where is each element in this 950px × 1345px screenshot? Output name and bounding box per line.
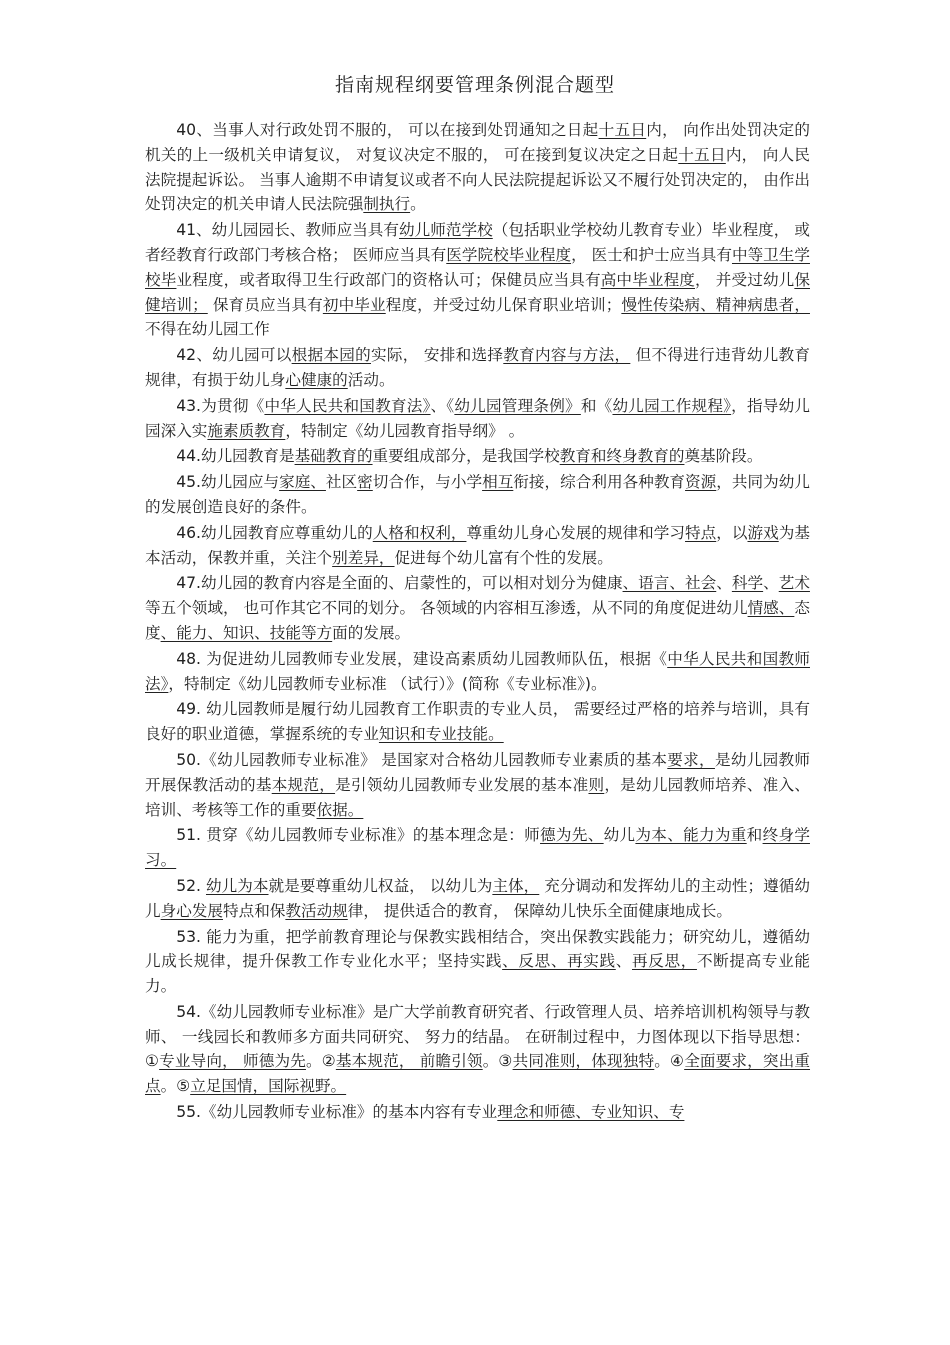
paragraph-text: 42、幼儿园可以 [176, 346, 292, 365]
paragraph-text: 、 [763, 574, 779, 593]
paragraph-text: 。⑤ [160, 1077, 191, 1096]
answer-underlined-text: 特点 [685, 523, 717, 542]
answer-underlined-text: 依据。 [316, 800, 364, 819]
question-paragraph [145, 925, 810, 999]
paragraph-text: 充分调动和发挥幼儿的主动性；遵循幼儿 [145, 876, 810, 920]
question-paragraph [145, 874, 810, 924]
paragraph-text: 50.《幼儿园教师专业标准》 是国家对合格幼儿园教师专业素质的基本 [176, 750, 668, 769]
answer-underlined-text: 制执行 [363, 195, 411, 214]
paragraph-text: 52. [176, 876, 206, 895]
answer-underlined-text: 本规范， [271, 775, 336, 794]
paragraph-text: 43.为贯彻《 [176, 396, 265, 415]
answer-underlined-text: 十五日 [678, 145, 726, 164]
paragraph-text: 53. 能力为重，把学前教育理论与保教实践相结合，突出保教实践能力；研究幼儿，遵循幼儿成长规律，提升保教工作专业化水平；坚持实践 [145, 927, 810, 971]
question-paragraph [145, 571, 810, 645]
answer-underlined-text: 十五日 [598, 121, 647, 139]
answer-underlined-text: 基础教育的 [294, 447, 373, 466]
paragraph-text: 54.《幼儿园教师专业标准》是广大学前教育研究者、行政管理人员、培养培训机构领导与教师、 一线园长和教师多方面共同研究、 努力的结晶。 在研制过程中，力图体现以下指导思想： ① [145, 1002, 810, 1071]
answer-underlined-text: 幼儿园工作规程》 [612, 396, 732, 415]
paragraph-text: ， 医士和护士应当具有 [571, 245, 732, 264]
answer-underlined-text: 则 [588, 775, 605, 794]
answer-underlined-text: 家庭、 [279, 473, 326, 492]
paragraph-text: 促进每个幼儿富有个性的发展。 [394, 548, 613, 567]
answer-underlined-text: 人格和权利， [372, 523, 467, 542]
paragraph-text: 、 [716, 574, 732, 593]
paragraph-text: ，以 [716, 523, 748, 542]
paragraph-text: 面的发展。 [332, 623, 411, 642]
paragraph-text: 40、当事人对行政处罚不服的， 可以在接到处罚通知之日起 [176, 121, 599, 139]
paragraph-text: ，指导幼儿园深入实 [145, 396, 810, 440]
answer-underlined-text: 教育和终身教育的 [559, 447, 685, 466]
answer-underlined-text: 社会 [685, 574, 717, 593]
answer-underlined-text: 中华人民共和国教师法》 [145, 649, 810, 693]
paragraph-text: 48. 为促进幼儿园教师专业发展，建设高素质幼儿园教师队伍，根据《 [176, 649, 668, 668]
paragraph-text: 、《 [430, 396, 455, 415]
question-paragraph [145, 444, 810, 469]
question-paragraph [145, 394, 810, 444]
answer-underlined-text: 密 [357, 473, 373, 492]
answer-underlined-text: 德为先、 [540, 826, 604, 845]
question-paragraph [145, 118, 810, 217]
question-paragraph [145, 343, 810, 393]
paragraph-text: 律， 提供适合的教育， 保障幼儿快乐全面健康地成长。 [347, 901, 732, 920]
paragraph-text: 44.幼儿园教育是 [176, 447, 295, 466]
answer-underlined-text: 主体， [492, 876, 540, 895]
question-paragraph [145, 647, 810, 697]
answer-underlined-text: 心健康的 [285, 370, 348, 389]
paragraph-text: 。③ [482, 1052, 513, 1071]
question-paragraph [145, 1000, 810, 1099]
question-paragraph [145, 218, 810, 342]
answer-underlined-text: 慢性传染病、精神病患者， [621, 295, 810, 314]
answer-underlined-text: 游戏 [747, 523, 779, 542]
paragraph-text: 55.《幼儿园教师专业标准》的基本内容有专业 [176, 1103, 498, 1122]
paragraph-text: 特点和保 [223, 901, 286, 920]
answer-underlined-text: 资源 [685, 473, 717, 492]
paragraph-text: 51. 贯穿《幼儿园教师专业标准》的基本理念是：师 [176, 826, 541, 845]
page-title: 指南规程纲要管理条例混合题型 [334, 74, 615, 96]
paragraph-text: 47.幼儿园的教育内容是全面的、启蒙性的，可以相对划分为健康 [176, 574, 623, 593]
answer-underlined-text: 理念和师德、专业知识、专 [497, 1103, 685, 1122]
paragraph-text: 重要组成部分，是我国学校 [372, 447, 560, 466]
answer-underlined-text: 幼儿园管理条例》 [454, 396, 581, 415]
answer-underlined-text: 知识和专业技能。 [378, 725, 504, 744]
question-paragraph [145, 1100, 810, 1125]
paragraph-text: ，共同为幼儿的发展创造良好的条件。 [145, 473, 810, 516]
answer-underlined-text: 教活动规 [285, 901, 348, 920]
paragraph-text: 程度，并受过幼儿保育职业培训； [385, 295, 622, 314]
answer-underlined-text: 、能力、知识、技能等方 [160, 623, 333, 642]
answer-underlined-text: 中等卫生学校毕 [145, 245, 810, 289]
answer-underlined-text: 再实践 [567, 952, 616, 971]
paragraph-text: 幼儿 [603, 826, 636, 845]
answer-underlined-text: 高中毕业程度 [600, 270, 696, 289]
question-paragraph [145, 521, 810, 571]
paragraph-text: ， 并受过幼儿 [695, 270, 795, 289]
answer-underlined-text: 中华人民共和国教育法》 [264, 396, 431, 415]
answer-underlined-text: 再反思， [632, 952, 697, 971]
paragraph-text: 。 [410, 195, 426, 214]
paragraph-text: 保育员应当具有 [207, 295, 323, 314]
document-body [145, 118, 810, 1125]
paragraph-text: 社区 [325, 473, 358, 492]
paragraph-text: 46.幼儿园教育应尊重幼儿的 [176, 523, 373, 542]
paragraph-text: 45.幼儿园应与 [176, 473, 280, 492]
question-paragraph [145, 823, 810, 873]
answer-underlined-text: 幼儿为本 [205, 876, 269, 895]
paragraph-text: 尊重幼儿身心发展的规律和学习 [466, 523, 686, 542]
paragraph-text: 、 [615, 952, 632, 971]
paragraph-text: 内， 向作出处罚决定的机关的上一级机关申请复议， 对复议决定不服的， 可在接到复议决定之日起 [145, 121, 810, 164]
paragraph-text: 49. 幼儿园教师是履行幼儿园教育工作职责的专业人员， 需要经过严格的培养与培训，具有良好的职业道德，掌握系统的专业 [145, 700, 810, 744]
paragraph-text: 就是要尊重幼儿权益， 以幼儿为 [268, 876, 493, 895]
answer-underlined-text: 、语言、 [622, 574, 686, 593]
paragraph-text: 不得在幼儿园工作 [145, 320, 270, 339]
answer-underlined-text: 、反思、 [502, 952, 568, 971]
paragraph-text: 是引领幼儿园教师专业发展的基本准 [335, 775, 589, 794]
answer-underlined-text: 身心发展 [160, 901, 223, 920]
answer-underlined-text: 终身学习。 [145, 826, 810, 870]
answer-underlined-text: 艺术 [778, 574, 810, 593]
answer-underlined-text: 基本规范， 前瞻引领 [335, 1052, 483, 1071]
paragraph-text: 等五个领域， 也可作其它不同的划分。 各领域的内容相互渗透，从不同的角度促进幼儿 [145, 599, 748, 618]
answer-underlined-text: 初中毕业 [322, 295, 386, 314]
answer-underlined-text: 专业导向， 师德为先 [159, 1052, 306, 1071]
paragraph-text: （包括职业学校幼儿教育专业）毕业程度， 或者经教育行政部门考核合格； 医师应当具有 [145, 221, 810, 264]
paragraph-text: 41、幼儿园园长、教师应当具有 [176, 221, 400, 240]
paragraph-text: 态度 [145, 599, 810, 642]
answer-underlined-text: 要求， [667, 750, 715, 769]
answer-underlined-text: 医学院校毕业程度 [446, 245, 572, 264]
paragraph-text: ，特制定《幼儿园教师专业标准 （试行）》(简称《专业标准》)。 [168, 674, 607, 693]
paragraph-text: 业程度，或者取得卫生行政部门的资格认可；保健员应当具有 [176, 270, 601, 289]
question-paragraph [145, 748, 810, 822]
answer-underlined-text: 为本、能力为重 [635, 826, 747, 845]
paragraph-text: 和 [746, 826, 763, 845]
answer-underlined-text: 保健培训； [145, 270, 810, 314]
paragraph-text: 活动。 [347, 370, 395, 389]
answer-underlined-text: 施素质教育 [207, 421, 286, 440]
answer-underlined-text: 情感、 [747, 599, 795, 618]
answer-underlined-text: 别差异， [332, 548, 395, 567]
paragraph-text: 。② [305, 1052, 336, 1071]
paragraph-text: 内， 向人民法院提起诉讼。 当事人逾期不申请复议或者不向人民法院提起诉讼又不履行处罚决定的， 由作出处罚决定的机关申请人民法院强 [145, 145, 810, 214]
question-paragraph [145, 470, 810, 520]
answer-underlined-text: 共同准则，体现独特 [512, 1052, 655, 1071]
answer-underlined-text: 根据本园的 [291, 346, 372, 365]
answer-underlined-text: 教育内容与方法， [503, 346, 631, 365]
paragraph-text: ，是幼儿园教师培养、准入、培训、考核等工作的重要 [145, 775, 810, 819]
paragraph-text: 是幼儿园教师开展保教活动的基 [145, 750, 810, 794]
paragraph-text: 和《 [580, 396, 613, 415]
answer-underlined-text: 全面要求，突出重点 [145, 1052, 811, 1096]
paragraph-text: 不断提高专业能力。 [145, 952, 810, 996]
paragraph-text: 奠基阶段。 [684, 447, 763, 466]
paragraph-text: 。④ [654, 1052, 685, 1071]
answer-underlined-text: 相互 [482, 473, 514, 492]
answer-underlined-text: 立足国情，国际视野。 [190, 1077, 347, 1096]
question-paragraph [145, 697, 810, 747]
paragraph-text: 实际， 安排和选择 [371, 346, 504, 365]
paragraph-text: 为基本活动，保教并重，关注个 [145, 523, 810, 567]
paragraph-text: ，特制定《幼儿园教育指导纲》 。 [285, 421, 525, 440]
answer-underlined-text: 科学 [731, 574, 764, 593]
paragraph-text: 但不得进行违背幼儿教育规律，有损于幼儿身 [145, 346, 810, 389]
paragraph-text: 切合作，与小学 [372, 473, 483, 492]
answer-underlined-text: 幼儿师范学校 [399, 221, 493, 240]
paragraph-text: 衔接，综合利用各种教育 [513, 473, 686, 492]
